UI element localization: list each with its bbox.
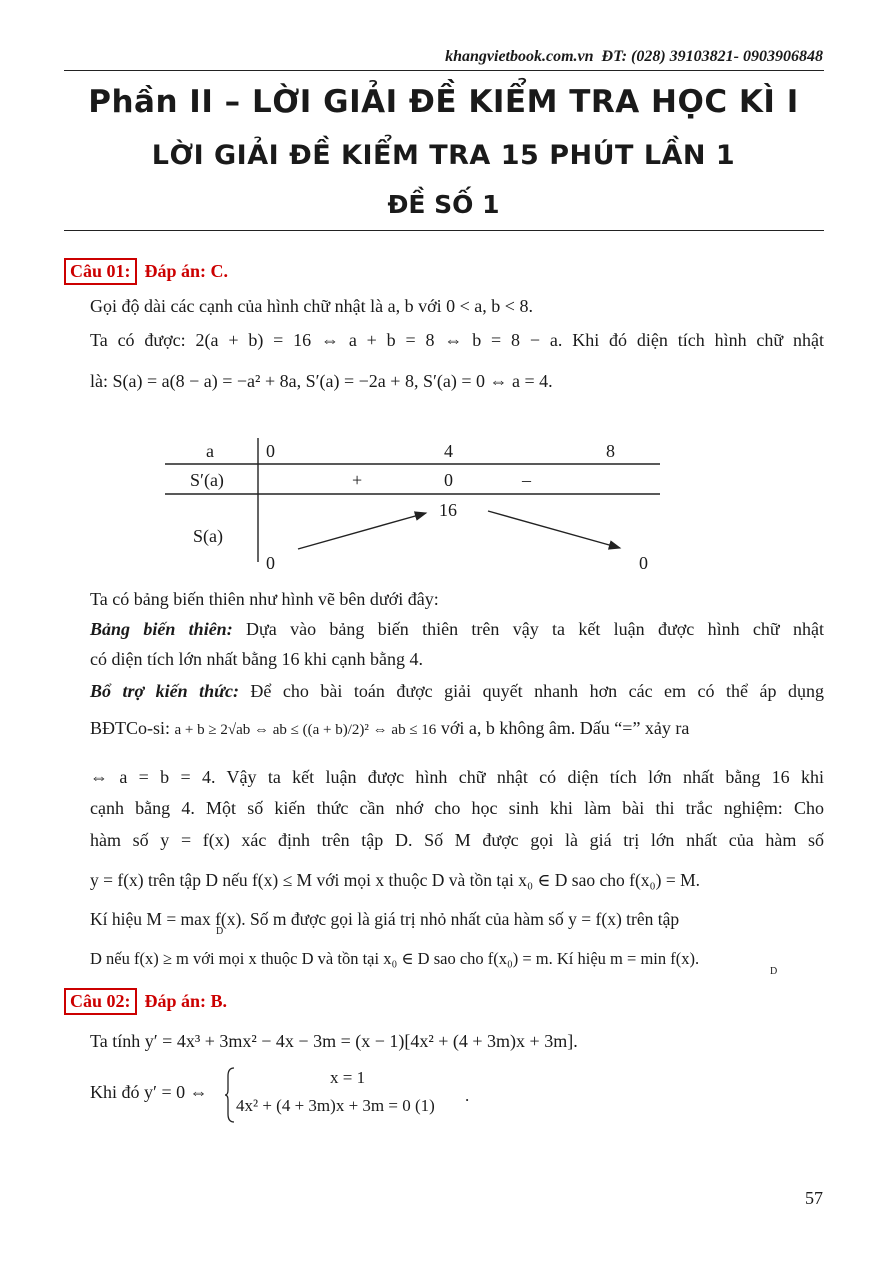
system-eq-1: x = 1 xyxy=(330,1068,366,1087)
sign-minus: – xyxy=(522,470,531,490)
q1-line-7 xyxy=(90,677,824,705)
a-value-0: 0 xyxy=(266,441,275,461)
increasing-arrow xyxy=(298,513,426,549)
site-name: khangvietbook.com.vn xyxy=(445,48,594,65)
q1-line-5 xyxy=(90,615,824,643)
q1-line-8-text: với a, b không âm. Dấu “=” xảy ra xyxy=(436,718,690,738)
knowledge-label: Bổ trợ kiến thức: xyxy=(90,681,239,701)
question-2-answer: Đáp án: B. xyxy=(144,991,228,1011)
question-2-label: Câu 02: xyxy=(64,988,137,1015)
q1-line-6: có diện tích lớn nhất bằng 16 khi cạnh bằng 4. xyxy=(90,649,423,669)
phone-info: ĐT: (028) 39103821- 0903906848 xyxy=(601,48,823,65)
derivative-zero: 0 xyxy=(444,470,453,490)
bbt-label: Bảng biến thiên: xyxy=(90,619,233,639)
q2-line-1: Ta tính y′ = 4x³ + 3mx² − 4x − 3m = (x − 1)[4x² + (4 + 3m)x + 3m]. xyxy=(90,1031,578,1051)
q1-line-4: Ta có bảng biến thiên như hình vẽ bên dưới đây: xyxy=(90,589,439,609)
q1-line-14: D nếu f(x) ≥ m với mọi x thuộc D và tồn tại x₀ ∈ D sao cho f(x₀) = m. Kí hiệu m = min f(x). xyxy=(90,949,700,968)
decreasing-arrow xyxy=(488,511,620,548)
max-subscript: D xyxy=(216,926,224,937)
system-dot: . xyxy=(465,1086,470,1105)
page-number: 57 xyxy=(805,1188,823,1208)
q1-line-11: hàm số y = f(x) xác định trên tập D. Số M được gọi là giá trị lớn nhất của hàm số xyxy=(90,830,824,850)
system-eq-2: 4x² + (4 + 3m)x + 3m = 0 (1) xyxy=(236,1096,435,1115)
cosi-formula: a + b ≥ 2√ab ⇔ ab ≤ ((a + b)/2)² ⇔ ab ≤ 16 xyxy=(174,722,437,738)
exam-title: ĐỀ SỐ 1 xyxy=(387,190,500,219)
row-label-a: a xyxy=(206,441,214,461)
q1-line-5-text: Dựa vào bảng biến thiên trên vậy ta kết luận được hình chữ nhật xyxy=(232,619,824,639)
q1-line-9: ⇔ a = b = 4. Vậy ta kết luận được hình chữ nhật có diện tích lớn nhất bằng 16 khi xyxy=(90,767,824,787)
q1-line-12: y = f(x) trên tập D nếu f(x) ≤ M với mọi x thuộc D và tồn tại x₀ ∈ D sao cho f(x₀) = M. xyxy=(90,870,701,890)
s-left-value: 0 xyxy=(266,553,275,573)
min-subscript: D xyxy=(770,966,778,977)
q1-line-10: cạnh bằng 4. Một số kiến thức cần nhớ cho học sinh khi làm bài thi trắc nghiệm: Cho xyxy=(90,798,824,818)
q1-line-3: là: S(a) = a(8 − a) = −a² + 8a, S′(a) = −2a + 8, S′(a) = 0 ⇔ a = 4. xyxy=(90,371,553,391)
q1-line-8 xyxy=(90,714,824,744)
row-label-derivative: S′(a) xyxy=(190,470,224,490)
cosi-label: BĐTCo-si: xyxy=(90,718,171,738)
max-value: 16 xyxy=(439,500,457,520)
question-2-heading xyxy=(64,988,227,1015)
sign-plus: + xyxy=(352,470,363,490)
system-brace xyxy=(224,1066,236,1124)
a-value-8: 8 xyxy=(606,441,615,461)
a-value-4: 4 xyxy=(444,441,453,461)
row-label-s: S(a) xyxy=(193,526,223,546)
question-1-answer: Đáp án: C. xyxy=(144,261,229,281)
q1-line-1: Gọi độ dài các cạnh của hình chữ nhật là a, b với 0 < a, b < 8. xyxy=(90,296,533,316)
question-1-label: Câu 01: xyxy=(64,258,137,285)
q1-line-7-text: Để cho bài toán được giải quyết nhanh hơn các em có thể áp dụng xyxy=(238,681,824,701)
section-title: LỜI GIẢI ĐỀ KIỂM TRA 15 PHÚT LẦN 1 xyxy=(151,140,736,171)
q1-line-13: Kí hiệu M = max f(x). Số m được gọi là giá trị nhỏ nhất của hàm số y = f(x) trên tập xyxy=(90,909,680,929)
part-title: Phần II – LỜI GIẢI ĐỀ KIỂM TRA HỌC KÌ I xyxy=(88,84,799,120)
q2-line-2: Khi đó y′ = 0 ⇔ xyxy=(90,1082,208,1102)
q1-line-2: Ta có được: 2(a + b) = 16 ⇔ a + b = 8 ⇔ b = 8 − a. Khi đó diện tích hình chữ nhật xyxy=(90,330,824,350)
s-right-value: 0 xyxy=(639,553,648,573)
